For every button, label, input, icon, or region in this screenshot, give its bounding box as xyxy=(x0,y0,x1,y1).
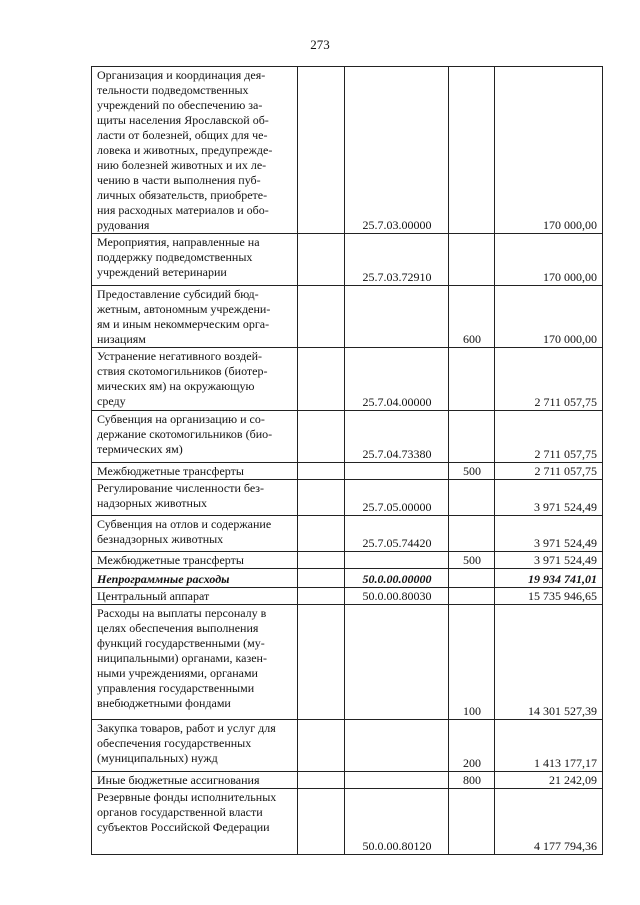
row-name-line: Закупка товаров, работ и услуг для xyxy=(97,721,276,735)
row-name-line: ниципальными) органами, казен- xyxy=(97,651,267,665)
row-expense-type-cell: 600 xyxy=(449,286,495,348)
row-name-line: обеспечения государственных xyxy=(97,736,252,750)
row-name-line: безнадзорных животных xyxy=(97,532,224,546)
row-target-code-cell: 25.7.03.72910 xyxy=(345,234,449,286)
row-amount-cell: 170 000,00 xyxy=(495,67,603,234)
row-name-line: внебюджетными фондами xyxy=(97,696,231,710)
row-target-code-cell xyxy=(345,552,449,569)
row-expense-type-cell xyxy=(449,480,495,516)
row-name-line: тельности подведомственных xyxy=(97,83,249,97)
row-expense-type-cell xyxy=(449,411,495,463)
row-amount-cell: 170 000,00 xyxy=(495,286,603,348)
row-name-line: управления государственными xyxy=(97,681,255,695)
row-name-cell xyxy=(92,772,298,789)
row-name-line: Предоставление субсидий бюд- xyxy=(97,287,259,301)
row-name-cell xyxy=(92,789,298,855)
row-amount-cell: 4 177 794,36 xyxy=(495,789,603,855)
table-row xyxy=(92,720,603,772)
row-name-line: Межбюджетные трансферты xyxy=(97,553,244,567)
row-expense-type-cell xyxy=(449,569,495,588)
row-target-code-cell: 50.0.00.00000 xyxy=(345,569,449,588)
row-name-cell xyxy=(92,516,298,552)
row-target-code-cell: 50.0.00.80120 xyxy=(345,789,449,855)
row-blank-cell xyxy=(298,234,345,286)
table-row xyxy=(92,480,603,516)
table-row xyxy=(92,411,603,463)
row-blank-cell xyxy=(298,516,345,552)
row-name-line: Центральный аппарат xyxy=(97,589,210,603)
row-name-line: низациям xyxy=(97,332,146,346)
row-blank-cell xyxy=(298,772,345,789)
row-target-code-cell xyxy=(345,772,449,789)
row-expense-type-cell xyxy=(449,516,495,552)
row-name-line: ловека и животных, предупрежде- xyxy=(97,143,273,157)
row-name-line: чению в части выполнения пуб- xyxy=(97,173,261,187)
row-name-cell xyxy=(92,569,298,588)
row-amount-cell: 21 242,09 xyxy=(495,772,603,789)
table-row xyxy=(92,286,603,348)
row-blank-cell xyxy=(298,67,345,234)
row-blank-cell xyxy=(298,552,345,569)
row-amount-cell: 3 971 524,49 xyxy=(495,552,603,569)
row-name-line: Межбюджетные трансферты xyxy=(97,464,244,478)
row-target-code-cell xyxy=(345,720,449,772)
table-row xyxy=(92,67,603,234)
row-name-cell xyxy=(92,720,298,772)
row-name-line: субъектов Российской Федерации xyxy=(97,820,270,834)
row-name-line: (муниципальных) нужд xyxy=(97,751,218,765)
row-blank-cell xyxy=(298,588,345,605)
table-row xyxy=(92,789,603,855)
row-name-line: ными учреждениями, органами xyxy=(97,666,258,680)
row-target-code-cell xyxy=(345,605,449,720)
row-name-line: Непрограммные расходы xyxy=(97,572,230,586)
row-expense-type-cell: 100 xyxy=(449,605,495,720)
row-amount-cell: 1 413 177,17 xyxy=(495,720,603,772)
row-target-code-cell: 25.7.04.00000 xyxy=(345,348,449,411)
table-row xyxy=(92,772,603,789)
row-blank-cell xyxy=(298,411,345,463)
row-name-line: целях обеспечения выполнения xyxy=(97,621,259,635)
row-target-code-cell: 25.7.03.00000 xyxy=(345,67,449,234)
row-expense-type-cell xyxy=(449,789,495,855)
row-name-line: Регулирование численности без- xyxy=(97,481,265,495)
row-name-line: Субвенция на отлов и содержание xyxy=(97,517,272,531)
row-name-line: ям и иным некоммерческим орга- xyxy=(97,317,270,331)
row-name-line: личных обязательств, приобрете- xyxy=(97,188,268,202)
row-amount-cell: 2 711 057,75 xyxy=(495,411,603,463)
row-name-line: жетным, автономным учреждени- xyxy=(97,302,271,316)
row-name-cell xyxy=(92,588,298,605)
row-name-line: учреждений по обеспечению за- xyxy=(97,98,263,112)
row-name-line: Субвенция на организацию и со- xyxy=(97,412,265,426)
row-name-line: ствия скотомогильников (биотер- xyxy=(97,364,268,378)
table-row xyxy=(92,516,603,552)
row-expense-type-cell xyxy=(449,348,495,411)
row-name-line: Организация и координация дея- xyxy=(97,68,266,82)
row-name-cell xyxy=(92,234,298,286)
row-name-line: Устранение негативного воздей- xyxy=(97,349,263,363)
table-row xyxy=(92,234,603,286)
row-expense-type-cell: 500 xyxy=(449,552,495,569)
row-name-cell xyxy=(92,463,298,480)
row-name-line: учреждений ветеринарии xyxy=(97,265,227,279)
row-name-line: функций государственными (му- xyxy=(97,636,265,650)
table-row xyxy=(92,552,603,569)
row-blank-cell xyxy=(298,480,345,516)
row-target-code-cell: 25.7.05.74420 xyxy=(345,516,449,552)
row-name-line: Расходы на выплаты персоналу в xyxy=(97,606,267,620)
row-amount-cell: 170 000,00 xyxy=(495,234,603,286)
row-amount-cell: 3 971 524,49 xyxy=(495,516,603,552)
row-target-code-cell: 50.0.00.80030 xyxy=(345,588,449,605)
row-name-line: держание скотомогильников (био- xyxy=(97,427,273,441)
row-amount-cell: 15 735 946,65 xyxy=(495,588,603,605)
table-row xyxy=(92,569,603,588)
row-expense-type-cell xyxy=(449,234,495,286)
row-amount-cell: 2 711 057,75 xyxy=(495,348,603,411)
row-name-line: Мероприятия, направленные на xyxy=(97,235,260,249)
row-expense-type-cell: 500 xyxy=(449,463,495,480)
row-blank-cell xyxy=(298,605,345,720)
row-name-cell xyxy=(92,552,298,569)
row-name-line: Иные бюджетные ассигнования xyxy=(97,773,260,787)
row-name-cell xyxy=(92,286,298,348)
row-name-line: ния расходных материалов и обо- xyxy=(97,203,269,217)
table-row xyxy=(92,348,603,411)
row-blank-cell xyxy=(298,463,345,480)
row-amount-cell: 14 301 527,39 xyxy=(495,605,603,720)
row-expense-type-cell: 200 xyxy=(449,720,495,772)
budget-table xyxy=(91,66,603,855)
row-name-line: надзорных животных xyxy=(97,496,208,510)
row-blank-cell xyxy=(298,348,345,411)
row-name-line: нию болезней животных и их ле- xyxy=(97,158,267,172)
row-amount-cell: 2 711 057,75 xyxy=(495,463,603,480)
row-name-line: Резервные фонды исполнительных xyxy=(97,790,277,804)
row-name-line: органов государственной власти xyxy=(97,805,263,819)
row-name-cell xyxy=(92,480,298,516)
row-amount-cell: 19 934 741,01 xyxy=(495,569,603,588)
row-amount-cell: 3 971 524,49 xyxy=(495,480,603,516)
row-name-line: среду xyxy=(97,394,126,408)
row-name-cell xyxy=(92,411,298,463)
budget-table-body xyxy=(92,67,603,855)
row-blank-cell xyxy=(298,789,345,855)
table-row xyxy=(92,605,603,720)
row-name-cell xyxy=(92,67,298,234)
row-name-line: ласти от болезней, общих для че- xyxy=(97,128,268,142)
row-expense-type-cell: 800 xyxy=(449,772,495,789)
row-blank-cell xyxy=(298,720,345,772)
row-name-line: рудования xyxy=(97,218,150,232)
row-expense-type-cell xyxy=(449,588,495,605)
row-target-code-cell xyxy=(345,286,449,348)
row-name-cell xyxy=(92,605,298,720)
row-name-line: поддержку подведомственных xyxy=(97,250,253,264)
row-blank-cell xyxy=(298,569,345,588)
page-number: 273 xyxy=(310,37,330,52)
row-target-code-cell: 25.7.04.73380 xyxy=(345,411,449,463)
table-row xyxy=(92,588,603,605)
row-target-code-cell xyxy=(345,463,449,480)
row-name-line: термических ям) xyxy=(97,442,183,456)
row-name-line: мических ям) на окружающую xyxy=(97,379,255,393)
row-name-cell xyxy=(92,348,298,411)
row-name-line: щиты населения Ярославской об- xyxy=(97,113,269,127)
row-blank-cell xyxy=(298,286,345,348)
table-row xyxy=(92,463,603,480)
row-expense-type-cell xyxy=(449,67,495,234)
row-target-code-cell: 25.7.05.00000 xyxy=(345,480,449,516)
